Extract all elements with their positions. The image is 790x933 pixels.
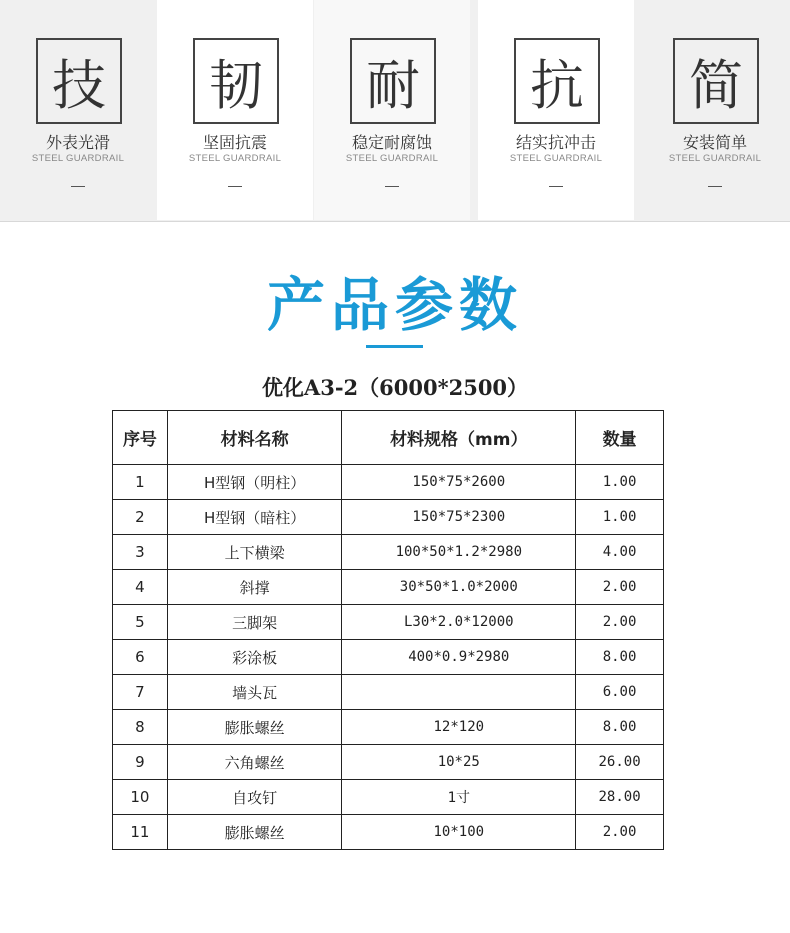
- header-material-spec: 材料规格（mm）: [342, 411, 576, 465]
- cell-index: 7: [113, 675, 168, 710]
- cell-index: 4: [113, 570, 168, 605]
- feature-title: 结实抗冲击: [515, 133, 596, 152]
- feature-glyph: 简: [673, 38, 759, 124]
- cell-index: 2: [113, 500, 168, 535]
- cell-name: 三脚架: [167, 605, 342, 640]
- cell-spec: [342, 675, 576, 710]
- feature-strip: [0, 0, 790, 222]
- cell-quantity: 2.00: [576, 605, 664, 640]
- table-caption: 优化A3-2（6000*2500）: [261, 375, 529, 400]
- table-row: [113, 675, 664, 710]
- cell-name: H型钢（暗柱）: [167, 500, 342, 535]
- cell-name: 自攻钉: [167, 780, 342, 815]
- cell-name: 彩涂板: [167, 640, 342, 675]
- feature-glyph: 耐: [350, 38, 436, 124]
- cell-index: 11: [113, 815, 168, 850]
- cell-spec: 1寸: [342, 780, 576, 815]
- cell-quantity: 1.00: [576, 465, 664, 500]
- feature-title: 安装简单: [682, 133, 747, 152]
- feature-subtitle: STEEL GUARDRAIL: [188, 153, 282, 164]
- table-row: [113, 640, 664, 675]
- cell-name: 膨胀螺丝: [167, 710, 342, 745]
- table-row: [113, 780, 664, 815]
- cell-name: H型钢（明柱）: [167, 465, 342, 500]
- table-row: [113, 745, 664, 780]
- table-row: [113, 570, 664, 605]
- cell-index: 1: [113, 465, 168, 500]
- cell-index: 8: [113, 710, 168, 745]
- feature-card-tough: [157, 0, 313, 220]
- spec-table: [112, 410, 664, 850]
- cell-quantity: 8.00: [576, 640, 664, 675]
- cell-name: 膨胀螺丝: [167, 815, 342, 850]
- cell-index: 10: [113, 780, 168, 815]
- feature-title: 外表光滑: [45, 133, 110, 152]
- header-quantity: 数量: [576, 411, 664, 465]
- feature-dash: [71, 186, 85, 187]
- cell-spec: 12*120: [342, 710, 576, 745]
- table-row: [113, 465, 664, 500]
- section-title: 产品参数: [266, 271, 523, 339]
- cell-quantity: 28.00: [576, 780, 664, 815]
- feature-card-impact: [478, 0, 634, 220]
- cell-index: 9: [113, 745, 168, 780]
- cell-spec: 10*100: [342, 815, 576, 850]
- feature-dash: [385, 186, 399, 187]
- cell-quantity: 1.00: [576, 500, 664, 535]
- feature-subtitle: STEEL GUARDRAIL: [668, 153, 762, 164]
- cell-spec: L30*2.0*12000: [342, 605, 576, 640]
- feature-card-smooth: [0, 0, 156, 220]
- table-row: [113, 710, 664, 745]
- cell-quantity: 8.00: [576, 710, 664, 745]
- cell-spec: 150*75*2300: [342, 500, 576, 535]
- feature-dash: [708, 186, 722, 187]
- cell-name: 斜撑: [167, 570, 342, 605]
- cell-quantity: 26.00: [576, 745, 664, 780]
- feature-subtitle: STEEL GUARDRAIL: [345, 153, 439, 164]
- feature-subtitle: STEEL GUARDRAIL: [31, 153, 125, 164]
- cell-spec: 150*75*2600: [342, 465, 576, 500]
- cell-name: 六角螺丝: [167, 745, 342, 780]
- cell-quantity: 2.00: [576, 815, 664, 850]
- cell-quantity: 6.00: [576, 675, 664, 710]
- cell-quantity: 2.00: [576, 570, 664, 605]
- feature-title: 稳定耐腐蚀: [351, 133, 432, 152]
- feature-glyph: 抗: [514, 38, 600, 124]
- cell-quantity: 4.00: [576, 535, 664, 570]
- feature-dash: [228, 186, 242, 187]
- cell-index: 6: [113, 640, 168, 675]
- table-row: [113, 815, 664, 850]
- cell-spec: 100*50*1.2*2980: [342, 535, 576, 570]
- cell-spec: 400*0.9*2980: [342, 640, 576, 675]
- table-row: [113, 500, 664, 535]
- feature-subtitle: STEEL GUARDRAIL: [509, 153, 603, 164]
- title-underline: [366, 345, 423, 348]
- cell-name: 上下横梁: [167, 535, 342, 570]
- feature-card-durable: [314, 0, 470, 220]
- table-row: [113, 605, 664, 640]
- header-material-name: 材料名称: [167, 411, 342, 465]
- feature-title: 坚固抗震: [202, 133, 267, 152]
- feature-glyph: 技: [36, 38, 122, 124]
- feature-card-simple: [640, 0, 790, 220]
- cell-index: 5: [113, 605, 168, 640]
- feature-dash: [549, 186, 563, 187]
- cell-name: 墙头瓦: [167, 675, 342, 710]
- cell-spec: 10*25: [342, 745, 576, 780]
- header-index: 序号: [113, 411, 168, 465]
- cell-spec: 30*50*1.0*2000: [342, 570, 576, 605]
- cell-index: 3: [113, 535, 168, 570]
- feature-glyph: 韧: [193, 38, 279, 124]
- table-row: [113, 535, 664, 570]
- table-header-row: [113, 411, 664, 465]
